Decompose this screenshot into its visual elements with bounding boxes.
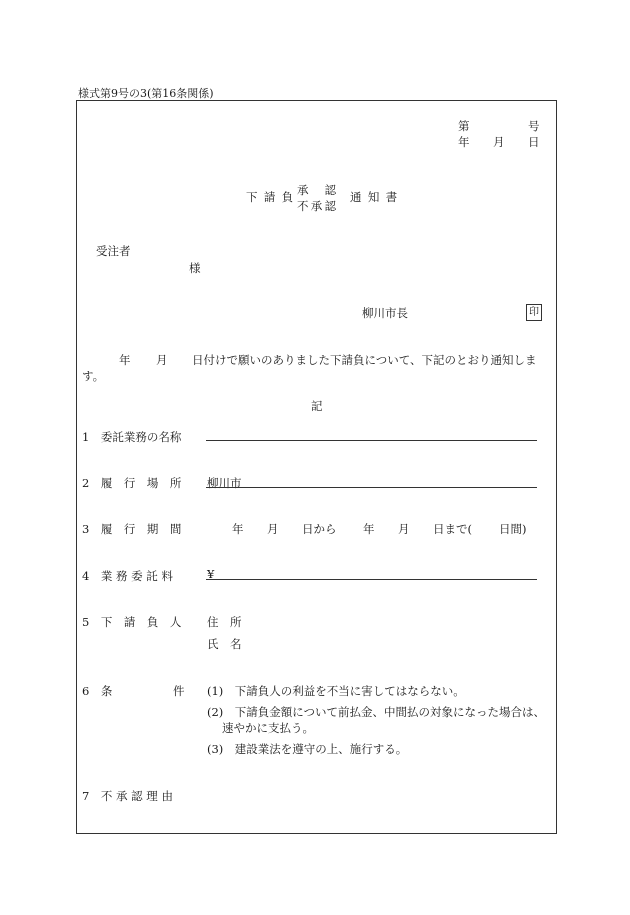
item3-year1: 年: [232, 522, 244, 536]
item4-value: ¥: [207, 567, 215, 581]
body-year: 年: [119, 353, 131, 367]
item6-condition1: (1) 下請負人の利益を不当に害してはならない。: [207, 684, 465, 698]
ki-heading: 記: [311, 399, 323, 413]
item6-label: 6 条: [82, 684, 113, 698]
item1-label: 1 委託業務の名称: [82, 430, 182, 444]
item3-until: 日まで(: [433, 522, 472, 536]
item5-name: 氏 名: [207, 637, 242, 651]
body-month: 月: [156, 353, 168, 367]
item2-value: 柳川市: [207, 476, 242, 490]
title-suffix: 通知書: [350, 190, 404, 204]
title-disapprove: 不承認: [297, 199, 339, 213]
form-caption: 様式第9号の3(第16条関係): [78, 87, 214, 100]
body-text-line2: す。: [82, 369, 105, 383]
item6-condition2-line1: (2) 下請負金額について前払金、中間払の対象になった場合は、: [207, 705, 546, 719]
item3-days: 日間): [499, 522, 527, 536]
item3-label: 3 履 行 期 間: [82, 522, 182, 536]
item6-condition3: (3) 建設業法を遵守の上、施行する。: [207, 742, 408, 756]
number-prefix: 第: [458, 119, 470, 133]
item3-year2: 年: [363, 522, 375, 536]
item2-underline: [206, 487, 537, 488]
item4-label: 4 業 務 委 託 料: [82, 569, 173, 583]
item1-underline: [206, 440, 537, 441]
item5-address: 住 所: [207, 615, 242, 629]
body-text-line1: 日付けで願いのありました下請負について、下記のとおり通知しま: [192, 353, 537, 367]
item6-condition2-line2: 速やかに支払う。: [222, 721, 314, 735]
recipient-label: 受注者: [96, 244, 131, 258]
item6-label-end: 件: [173, 684, 185, 698]
recipient-honorific: 様: [189, 261, 201, 275]
number-suffix: 号: [528, 119, 540, 133]
item7-label: 7 不 承 認 理 由: [82, 789, 173, 803]
issuer-name: 柳川市長: [362, 306, 408, 320]
date-month: 月: [493, 135, 505, 149]
item3-from: 日から: [302, 522, 337, 536]
date-day: 日: [528, 135, 540, 149]
seal-mark: 印: [526, 304, 542, 321]
title-approve: 承 認: [297, 183, 339, 197]
title-prefix: 下請負: [246, 190, 300, 204]
date-year: 年: [458, 135, 470, 149]
item3-month1: 月: [267, 522, 279, 536]
item3-month2: 月: [398, 522, 410, 536]
item4-underline: [206, 579, 537, 580]
item5-label: 5 下 請 負 人: [82, 615, 182, 629]
item2-label: 2 履 行 場 所: [82, 476, 182, 490]
